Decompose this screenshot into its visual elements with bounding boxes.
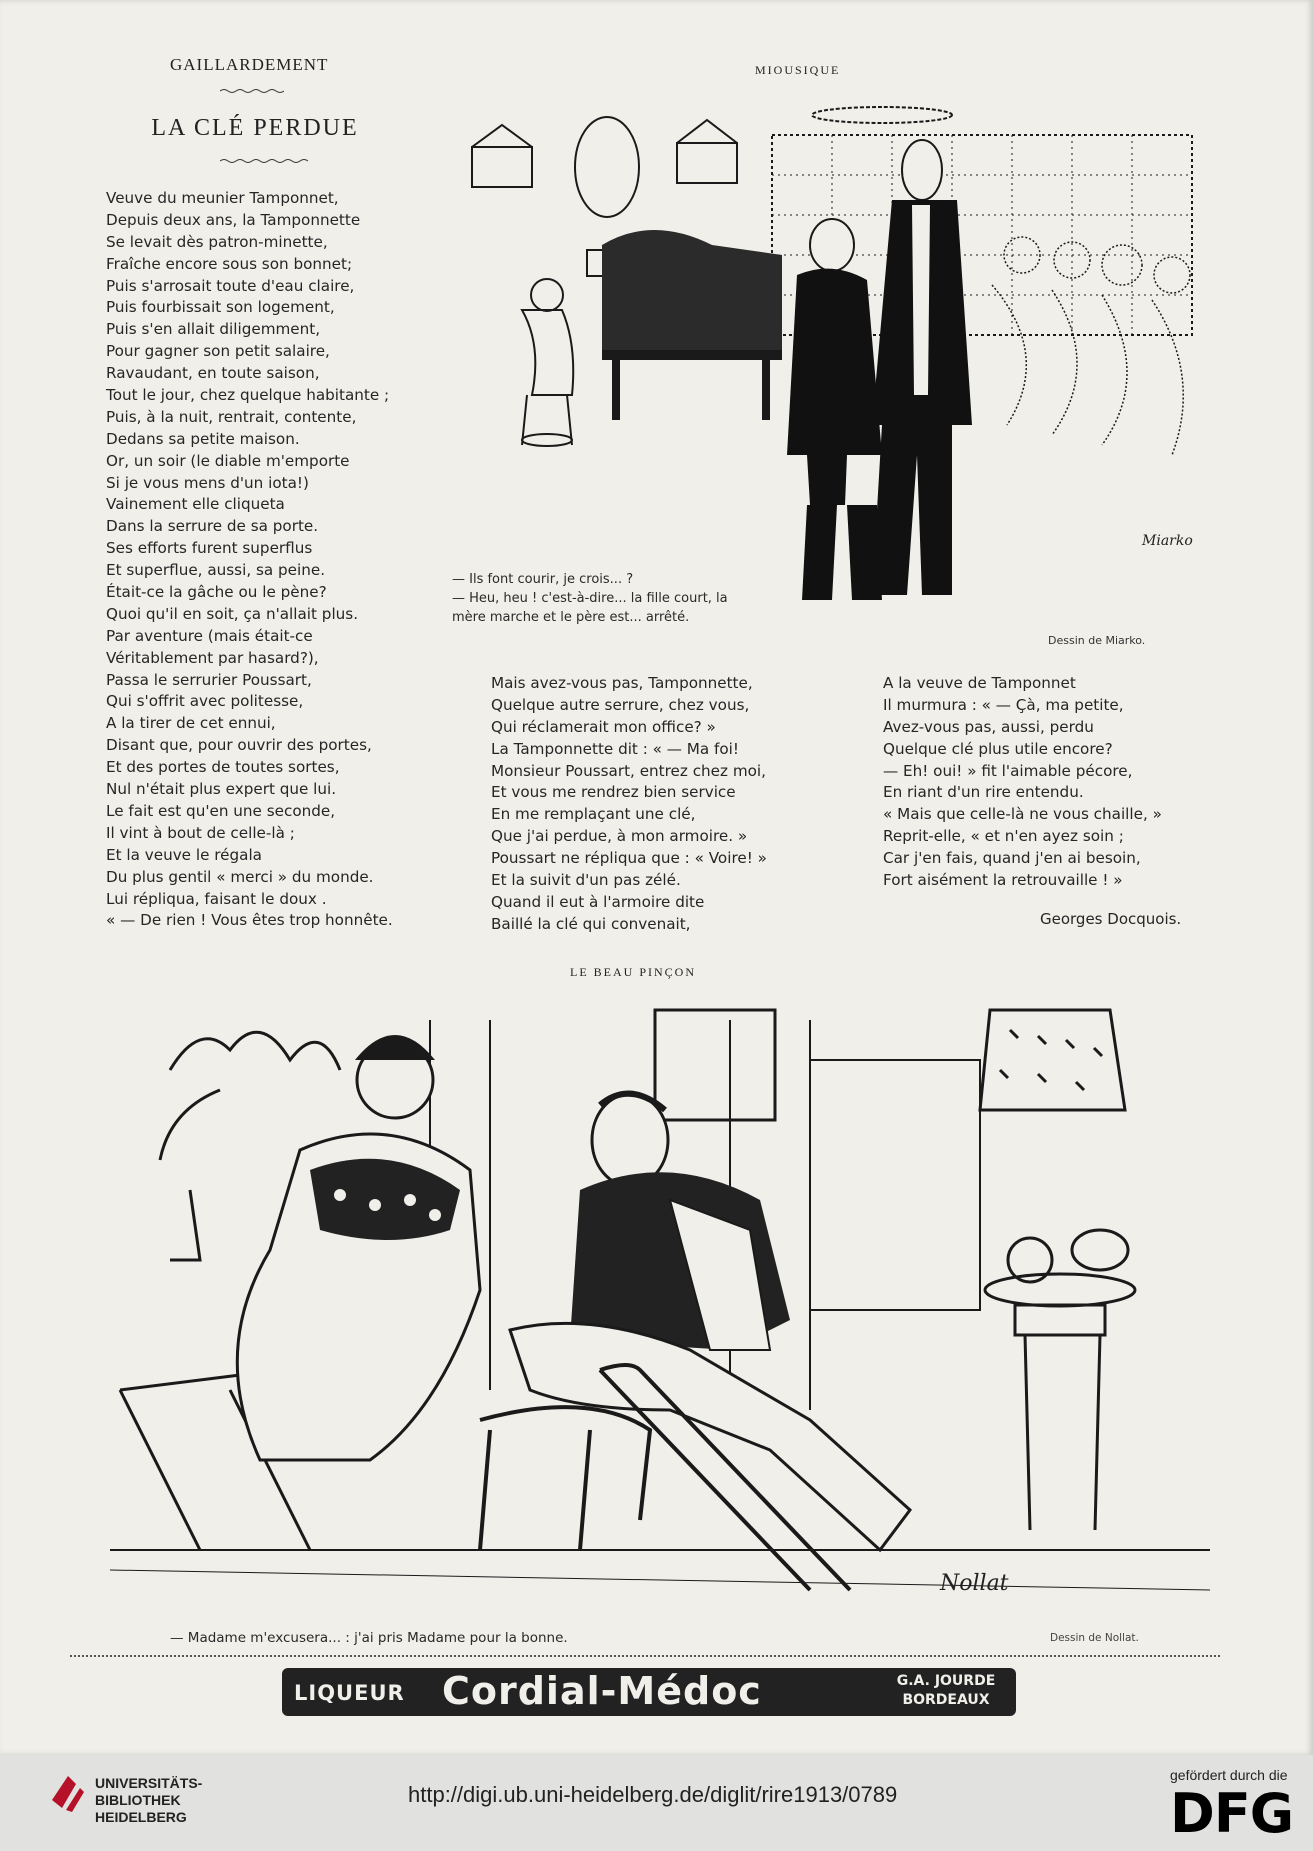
verse-line: Il murmura : « — Çà, ma petite, [883, 695, 1124, 714]
dfg-logo[interactable]: DFG [1170, 1782, 1294, 1845]
section-label: GAILLARDEMENT [170, 55, 329, 74]
verse-line: Passa le serrurier Poussart, [106, 670, 312, 689]
piano-scene [522, 230, 782, 446]
verse-line: Et la veuve le régala [106, 845, 262, 864]
cartoon-illustration-beau-pincon [110, 990, 1210, 1630]
poem-author: Georges Docquois. [1040, 910, 1182, 928]
verse-line: Ses efforts furent superflus [106, 539, 313, 558]
poem-column-2 [491, 673, 767, 936]
verse-line: Poussart ne répliqua que : « Voire! » [491, 849, 767, 868]
verse-line: Avez-vous pas, aussi, perdu [883, 717, 1094, 736]
verse-line: Quoi qu'il en soit, ça n'allait plus. [106, 604, 359, 623]
verse-line: Quelque clé plus utile encore? [883, 739, 1113, 758]
library-name-line: HEIDELBERG [95, 1809, 187, 1825]
lampshade [980, 1010, 1125, 1110]
funding-note: gefördert durch die [1170, 1767, 1288, 1783]
caption-line: — Ils font courir, je crois... ? [452, 572, 634, 587]
verse-line: Était-ce la gâche ou le pène? [106, 583, 327, 602]
advertisement-banner [282, 1668, 1016, 1716]
verse-line: Et la suivit d'un pas zélé. [491, 871, 681, 890]
verse-line: Tout le jour, chez quelque habitante ; [106, 386, 390, 405]
verse-line: Fort aisément la retrouvaille ! » [883, 871, 1123, 890]
verse-line: Ravaudant, en toute saison, [106, 364, 320, 383]
verse-line: Lui répliqua, faisant le doux . [106, 889, 327, 908]
verse-line: Qui s'offrit avec politesse, [106, 692, 304, 711]
verse-line: Veuve du meunier Tamponnet, [106, 189, 339, 207]
verse-line: — Eh! oui! » fit l'aimable pécore, [883, 761, 1133, 780]
verse-line: Par aventure (mais était-ce [106, 626, 313, 645]
verse-line: Et des portes de toutes sortes, [106, 758, 340, 777]
verse-line: En me remplaçant une clé, [491, 805, 696, 824]
verse-line: Baillé la clé qui convenait, [491, 914, 691, 933]
bald-man-figure [787, 219, 882, 600]
artist-signature: Miarko [1142, 533, 1193, 549]
library-name-line: UNIVERSITÄTS- [95, 1775, 203, 1791]
verse-line: La Tamponnette dit : « — Ma foi! [491, 739, 739, 758]
ad-maker-name: G.A. JOURDE [896, 1673, 996, 1689]
verse-line: Puis s'en allait diligemment, [106, 320, 321, 339]
verse-line: Puis fourbissait son logement, [106, 298, 335, 317]
verse-line: Il vint à bout de celle-là ; [106, 823, 295, 842]
poem-column-3 [883, 673, 1162, 892]
library-name[interactable] [95, 1775, 202, 1826]
verse-line: Monsieur Poussart, entrez chez moi, [491, 761, 766, 780]
drawing-credit: Dessin de Nollat. [1050, 1632, 1139, 1644]
poem-title: LA CLÉ PERDUE [151, 115, 359, 141]
ad-brand-name: Cordial-Médoc [442, 1669, 762, 1713]
verse-line: Or, un soir (le diable m'emporte [106, 451, 350, 470]
verse-line: Et superflue, aussi, sa peine. [106, 561, 326, 580]
verse-line: Du plus gentil « merci » du monde. [106, 867, 374, 886]
ad-maker-city: BORDEAUX [902, 1692, 990, 1708]
cartoon-title: LE BEAU PINÇON [570, 965, 696, 979]
verse-line: Pour gagner son petit salaire, [106, 342, 330, 361]
verse-line: Depuis deux ans, la Tamponnette [106, 210, 361, 229]
cartoon-caption: — Madame m'excusera... : j'ai pris Madame pour la bonne. [170, 1630, 568, 1646]
verse-line: Véritablement par hasard?), [106, 648, 319, 667]
cartoon-caption [452, 570, 812, 627]
verse-line: Vainement elle cliqueta [106, 495, 285, 514]
verse-line: En riant d'un rire entendu. [883, 783, 1084, 802]
man-figure [510, 1094, 910, 1550]
artist-signature: Nollat [940, 1571, 1009, 1596]
verse-line: Reprit-elle, « et n'en ayez soin ; [883, 827, 1124, 846]
verse-line: Puis s'arrosait toute d'eau claire, [106, 276, 355, 295]
side-table [985, 1230, 1135, 1530]
verse-line: Nul n'était plus expert que lui. [106, 780, 337, 799]
ornament-squiggle [220, 88, 284, 94]
verse-line: « Mais que celle-là ne vous chaille, » [883, 805, 1162, 824]
permalink-url[interactable]: http://digi.ub.uni-heidelberg.de/diglit/rire1913/0789 [408, 1782, 898, 1807]
cartoon-title: MIOUSIQUE [755, 63, 841, 77]
verse-line: Qui réclamerait mon office? » [491, 717, 716, 736]
verse-line: A la tirer de cet ennui, [106, 714, 276, 733]
ad-liqueur-label: LIQUEUR [294, 1681, 405, 1705]
verse-line: Si je vous mens d'un iota!) [106, 473, 309, 492]
verse-line: Puis, à la nuit, rentrait, contente, [106, 407, 357, 426]
caption-line: mère marche et le père est... arrêté. [452, 610, 690, 625]
ad-maker [882, 1672, 1010, 1710]
verse-line: « — De rien ! Vous êtes trop honnête. [106, 911, 393, 930]
ornament-squiggle [220, 158, 310, 164]
verse-line: Car j'en fais, quand j'en ai besoin, [883, 849, 1141, 868]
woman-figure [237, 1035, 480, 1460]
verse-line: Fraîche encore sous son bonnet; [106, 254, 353, 273]
verse-line: Quelque autre serrure, chez vous, [491, 695, 750, 714]
library-name-line: BIBLIOTHEK [95, 1792, 181, 1808]
verse-line: Que j'ai perdue, à mon armoire. » [491, 827, 748, 846]
university-library-logo-icon[interactable] [48, 1770, 88, 1814]
picture-frame [677, 143, 737, 183]
cartoon-illustration-miousique [452, 95, 1207, 615]
caption-line: — Heu, heu ! c'est-à-dire... la fille court, la [452, 591, 728, 606]
verse-line: Se levait dès patron-minette, [106, 232, 328, 251]
verse-line: Mais avez-vous pas, Tamponnette, [491, 674, 753, 692]
verse-line: Dans la serrure de sa porte. [106, 517, 319, 536]
verse-line: Et vous me rendrez bien service [491, 783, 736, 802]
oval-portrait [575, 117, 639, 217]
picture-frame [472, 147, 532, 187]
verse-line: Dedans sa petite maison. [106, 429, 300, 448]
chairs [480, 1365, 850, 1590]
verse-line: A la veuve de Tamponnet [883, 674, 1076, 692]
wall-picture [655, 1010, 775, 1120]
verse-line: Le fait est qu'en une seconde, [106, 801, 336, 820]
seated-ladies [992, 237, 1190, 455]
drawing-credit: Dessin de Miarko. [1048, 634, 1146, 647]
verse-line: Quand il eut à l'armoire dite [491, 892, 705, 911]
poem-column-1 [106, 188, 393, 932]
divider-rule [70, 1655, 1220, 1657]
verse-line: Disant que, pour ouvrir des portes, [106, 736, 372, 755]
tall-man-figure [872, 140, 972, 595]
